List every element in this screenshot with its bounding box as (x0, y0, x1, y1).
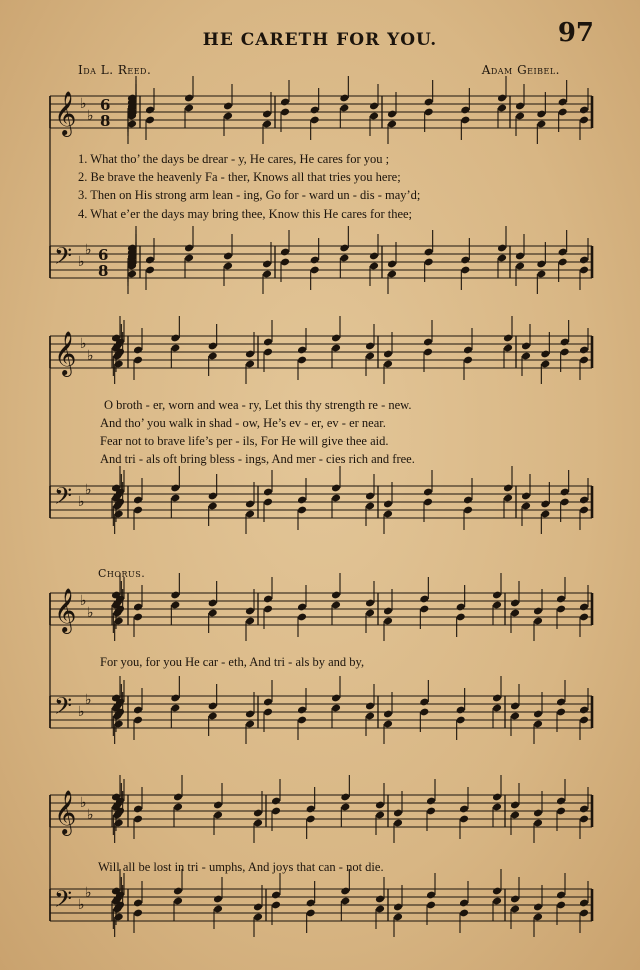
time-signature-top: 6 (98, 246, 109, 264)
flat-sign: ♭ (80, 336, 87, 352)
lyricist-credit: Ida L. Reed. (78, 63, 152, 77)
treble-clef: 𝄞 (54, 91, 77, 135)
flat-sign: ♭ (87, 807, 94, 823)
verse-line-8: And tri - als oft bring bless - ings, And mer - cies rich and free. (100, 452, 415, 466)
hymn-title: HE CARETH FOR YOU. (202, 30, 438, 50)
verse-line-2: 2. Be brave the heavenly Fa - ther, Knows all that tries you here; (78, 170, 401, 184)
treble-clef: 𝄞 (54, 790, 77, 834)
bass-clef: 𝄢 (54, 885, 73, 918)
flat-sign: ♭ (85, 482, 92, 498)
flat-sign: ♭ (85, 242, 92, 258)
flat-sign: ♭ (87, 348, 94, 364)
flat-sign: ♭ (87, 108, 94, 124)
verse-line-4: 4. What e’er the days may bring thee, Know this He cares for thee; (78, 207, 413, 221)
verse-line-3: 3. Then on His strong arm lean - ing, Go for - ward un - dis - may’d; (78, 188, 421, 202)
flat-sign: ♭ (78, 254, 85, 270)
flat-sign: ♭ (78, 494, 85, 510)
bass-clef: 𝄢 (54, 692, 73, 725)
flat-sign: ♭ (85, 885, 92, 901)
flat-sign: ♭ (78, 704, 85, 720)
composer-credit: Adam Geibel. (481, 63, 560, 77)
time-signature-bottom: 8 (98, 262, 109, 280)
page-number: 97 (557, 18, 594, 48)
flat-sign: ♭ (80, 593, 87, 609)
verse-line-5: O broth - er, worn and wea - ry, Let this thy strength re - new. (104, 398, 412, 412)
time-signature-top: 6 (100, 96, 111, 114)
verse-line-6: And tho’ you walk in shad - ow, He’s ev - er, ev - er near. (100, 416, 386, 430)
flat-sign: ♭ (80, 96, 87, 112)
flat-sign: ♭ (87, 605, 94, 621)
flat-sign: ♭ (78, 897, 85, 913)
flat-sign: ♭ (85, 692, 92, 708)
verse-line-7: Fear not to brave life’s per - ils, For He will give thee aid. (100, 434, 389, 448)
treble-clef: 𝄞 (54, 331, 77, 375)
final-lyric-line: Will all be lost in tri - umphs, And joys that can - not die. (98, 860, 384, 874)
time-signature-bottom: 8 (100, 112, 111, 130)
chorus-label: Chorus. (98, 567, 146, 580)
bass-clef: 𝄢 (54, 242, 73, 275)
treble-clef: 𝄞 (54, 588, 77, 632)
verse-line-1: 1. What tho’ the days be drear - y, He cares, He cares for you ; (78, 152, 390, 166)
bass-clef: 𝄢 (54, 482, 73, 515)
chorus-lyric-line: For you, for you He car - eth, And tri - als by and by, (100, 655, 365, 669)
flat-sign: ♭ (80, 795, 87, 811)
